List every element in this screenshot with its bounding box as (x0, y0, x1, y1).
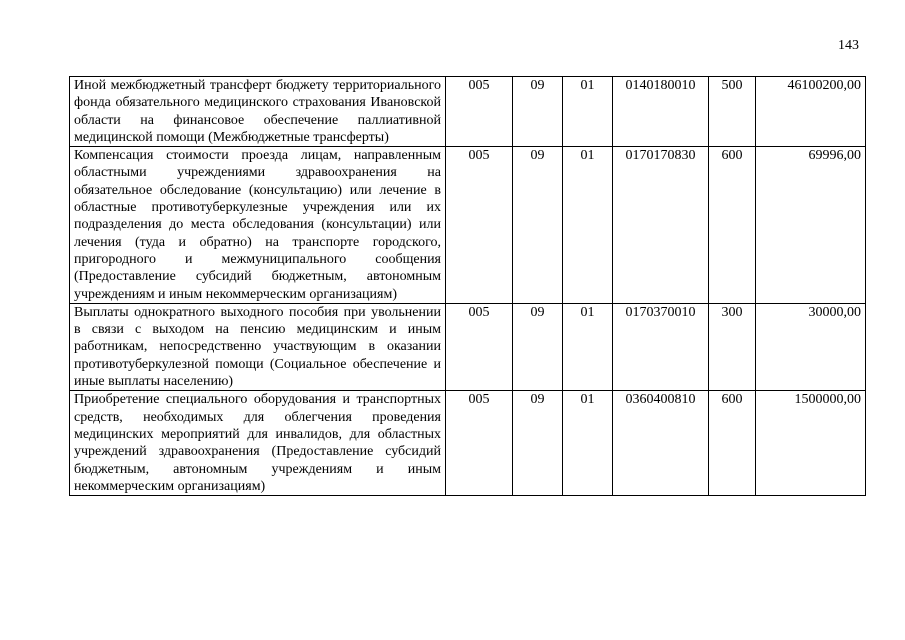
row-expense-type: 300 (709, 303, 756, 390)
row-subsection-code: 01 (563, 147, 613, 304)
row-section-code: 09 (513, 77, 563, 147)
row-section-code: 09 (513, 391, 563, 496)
budget-table (69, 76, 866, 496)
row-subsection-code: 01 (563, 391, 613, 496)
row-description: Выплаты однократного выходного пособия при увольнении в связи с выходом на пенсию медицинским и иным работникам, непосредственно участвующим в оказании противотуберкулезной помощи (Социальное обеспечение и иные выплаты населению) (70, 303, 446, 390)
row-section-code: 09 (513, 147, 563, 304)
row-description: Компенсация стоимости проезда лицам, направленным областными учреждениями здравоохранения на обязательное обследование (консультацию) или лечение в областные противотуберкулезные учреждения или их подразделения до места обследования (консультации) или лечения (туда и обратно) на транспорте городского, пригородного и межмуниципального сообщения (Предоставление субсидий бюджетным, автономным учреждениям и иным некоммерческим организациям) (70, 147, 446, 304)
row-target-article: 0360400810 (613, 391, 709, 496)
page-number: 143 (838, 38, 859, 53)
row-ministry-code: 005 (446, 303, 513, 390)
row-expense-type: 600 (709, 147, 756, 304)
row-expense-type: 600 (709, 391, 756, 496)
row-amount: 46100200,00 (756, 77, 866, 147)
row-subsection-code: 01 (563, 77, 613, 147)
row-ministry-code: 005 (446, 77, 513, 147)
row-subsection-code: 01 (563, 303, 613, 390)
row-ministry-code: 005 (446, 391, 513, 496)
row-target-article: 0140180010 (613, 77, 709, 147)
table-row (70, 147, 866, 304)
row-ministry-code: 005 (446, 147, 513, 304)
row-target-article: 0170170830 (613, 147, 709, 304)
row-expense-type: 500 (709, 77, 756, 147)
row-section-code: 09 (513, 303, 563, 390)
row-description: Иной межбюджетный трансферт бюджету территориального фонда обязательного медицинского страхования Ивановской области на финансовое обеспечение паллиативной медицинской помощи (Межбюджетные трансферты) (70, 77, 446, 147)
row-target-article: 0170370010 (613, 303, 709, 390)
row-description: Приобретение специального оборудования и транспортных средств, необходимых для облегчения проведения медицинских мероприятий для инвалидов, для областных учреждений здравоохранения (Предоставление субсидий бюджетным, автономным учреждениям и иным некоммерческим организациям) (70, 391, 446, 496)
row-amount: 69996,00 (756, 147, 866, 304)
table-row (70, 77, 866, 147)
table-row (70, 303, 866, 390)
row-amount: 30000,00 (756, 303, 866, 390)
table-row (70, 391, 866, 496)
row-amount: 1500000,00 (756, 391, 866, 496)
